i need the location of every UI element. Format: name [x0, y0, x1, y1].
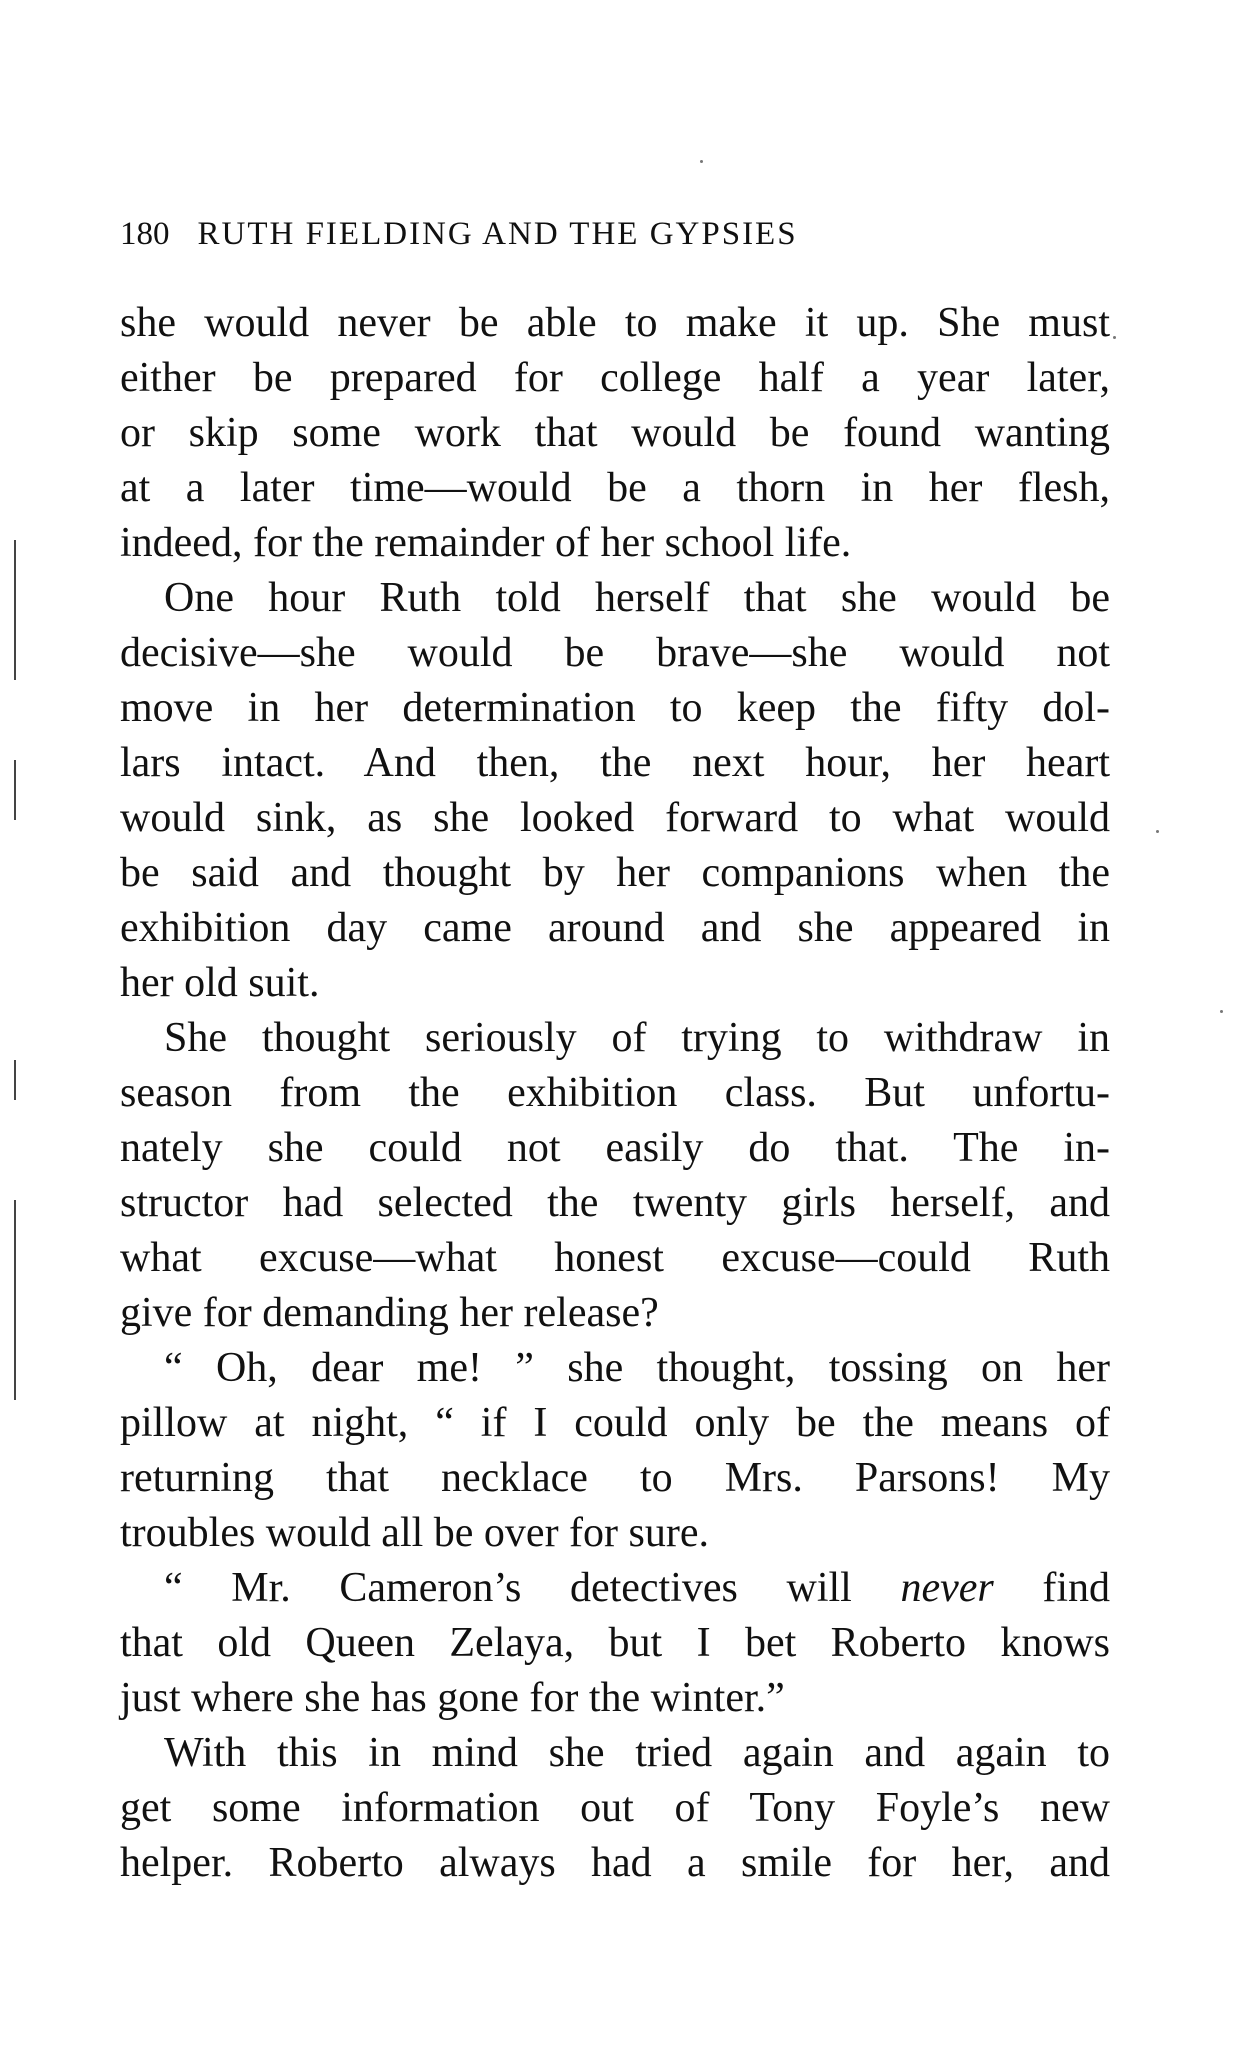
text-line: or skip some work that would be found wanting — [120, 410, 1110, 456]
running-header — [120, 216, 1000, 253]
text-line: her old suit. — [120, 960, 320, 1006]
text-line: structor had selected the twenty girls herself, and — [120, 1180, 1110, 1226]
binding-shadow-mark — [14, 1060, 16, 1100]
text-line: troubles would all be over for sure. — [120, 1510, 710, 1556]
text-line: returning that necklace to Mrs. Parsons! My — [120, 1455, 1110, 1501]
text-line: indeed, for the remainder of her school life. — [120, 520, 852, 566]
text-line: lars intact. And then, the next hour, her heart — [120, 740, 1110, 786]
body-text — [120, 296, 1110, 1891]
text-line: would sink, as she looked forward to what would — [120, 795, 1110, 841]
emphasis-word: never — [900, 1565, 994, 1611]
text-line: that old Queen Zelaya, but I bet Roberto knows — [120, 1620, 1110, 1666]
page-number: 180 — [120, 216, 170, 252]
binding-shadow-mark — [14, 1200, 16, 1400]
text-line: pillow at night, “ if I could only be the means of — [120, 1400, 1110, 1446]
paper-speck — [1220, 1010, 1223, 1013]
text-line: “ Mr. Cameron’s detectives will never find — [164, 1565, 1110, 1611]
text-line: she would never be able to make it up. She must — [120, 300, 1110, 346]
text-line: what excuse—what honest excuse—could Ruth — [120, 1235, 1110, 1281]
text-line: helper. Roberto always had a smile for her, and — [120, 1840, 1110, 1886]
text-line: give for demanding her release? — [120, 1290, 659, 1336]
text-line: One hour Ruth told herself that she would be — [164, 575, 1110, 621]
text-line: either be prepared for college half a year later, — [120, 355, 1110, 401]
text-line: nately she could not easily do that. The in- — [120, 1125, 1110, 1171]
text-line: With this in mind she tried again and again to — [164, 1730, 1110, 1776]
text-line: season from the exhibition class. But unfortu- — [120, 1070, 1110, 1116]
text-line: exhibition day came around and she appeared in — [120, 905, 1110, 951]
paper-speck — [1156, 830, 1159, 833]
binding-shadow-mark — [14, 760, 16, 820]
text-line: be said and thought by her companions when the — [120, 850, 1110, 896]
text-line: decisive—she would be brave—she would not — [120, 630, 1110, 676]
text-line: She thought seriously of trying to withdraw in — [164, 1015, 1110, 1061]
running-title: RUTH FIELDING AND THE GYPSIES — [197, 216, 798, 252]
text-line: move in her determination to keep the fifty dol- — [120, 685, 1110, 731]
binding-shadow-mark — [14, 540, 16, 680]
paper-speck — [700, 160, 703, 163]
text-line: at a later time—would be a thorn in her flesh, — [120, 465, 1110, 511]
text-line: “ Oh, dear me! ” she thought, tossing on her — [164, 1345, 1110, 1391]
paper-speck — [1113, 336, 1116, 339]
text-line: just where she has gone for the winter.” — [120, 1675, 785, 1721]
text-line: get some information out of Tony Foyle’s new — [120, 1785, 1110, 1831]
